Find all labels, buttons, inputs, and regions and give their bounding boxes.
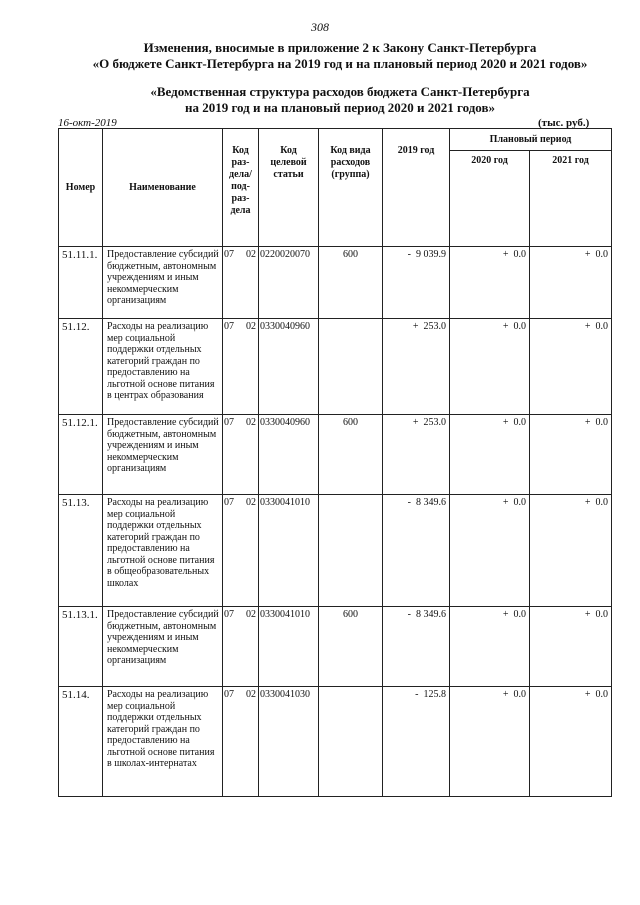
section-code: 07	[224, 497, 234, 508]
row-name: Предоставление субсидий бюджетным, автономным учреждениям и иным некоммерческим организациям	[103, 607, 223, 687]
row-number: 51.13.1.	[59, 607, 103, 687]
col-2021-header: 2021 год	[530, 151, 612, 247]
col-target-header: Код целевой статьи	[259, 129, 319, 247]
row-amount-2019: + 253.0	[383, 415, 450, 495]
structure-title-line-2: на 2019 год и на плановый период 2020 и 2021 годов»	[184, 100, 495, 115]
row-section-code	[223, 607, 259, 687]
header-line-1: Изменения, вносимые в приложение 2 к Закону Санкт-Петербурга	[143, 40, 537, 55]
row-amount-2021: + 0.0	[530, 247, 612, 319]
row-name: Расходы на реализацию мер социальной поддержки отдельных категорий граждан по предоставлению на льготной основе питания в школах-интернатах	[103, 687, 223, 797]
row-target-code: 0220020070	[259, 247, 319, 319]
structure-title-line-1: «Ведомственная структура расходов бюджета Санкт-Петербурга	[150, 84, 530, 99]
row-number: 51.11.1.	[59, 247, 103, 319]
col-name-header: Наименование	[103, 129, 223, 247]
row-expense-type	[319, 687, 383, 797]
row-expense-type	[319, 495, 383, 607]
row-name: Предоставление субсидий бюджетным, автономным учреждениям и иным некоммерческим организациям	[103, 415, 223, 495]
row-number: 51.12.	[59, 319, 103, 415]
row-amount-2021: + 0.0	[530, 607, 612, 687]
subsection-code: 02	[246, 689, 256, 700]
table-row	[59, 247, 612, 319]
col-2019-header: 2019 год	[383, 129, 450, 247]
row-amount-2020: + 0.0	[450, 687, 530, 797]
table-row	[59, 607, 612, 687]
row-section-code	[223, 495, 259, 607]
row-section-code	[223, 319, 259, 415]
table-row	[59, 687, 612, 797]
row-amount-2019: + 253.0	[383, 319, 450, 415]
row-expense-type	[319, 319, 383, 415]
row-name: Расходы на реализацию мер социальной поддержки отдельных категорий граждан по предоставлению на льготной основе питания в общеобразовательных школах	[103, 495, 223, 607]
row-expense-type: 600	[319, 247, 383, 319]
col-2020-header: 2020 год	[450, 151, 530, 247]
section-code: 07	[224, 689, 234, 700]
col-section-header: Код раз-дела/ под-раз-дела	[223, 129, 259, 247]
row-amount-2020: + 0.0	[450, 247, 530, 319]
row-target-code: 0330040960	[259, 415, 319, 495]
row-expense-type: 600	[319, 415, 383, 495]
document-header	[20, 40, 640, 72]
row-amount-2021: + 0.0	[530, 319, 612, 415]
section-code: 07	[224, 321, 234, 332]
row-amount-2019: - 8 349.6	[383, 495, 450, 607]
structure-title	[20, 84, 640, 116]
row-section-code	[223, 247, 259, 319]
subsection-code: 02	[246, 609, 256, 620]
table-row	[59, 415, 612, 495]
document-date: 16-окт-2019	[58, 117, 117, 129]
subsection-code: 02	[246, 249, 256, 260]
row-amount-2021: + 0.0	[530, 687, 612, 797]
row-amount-2019: - 125.8	[383, 687, 450, 797]
col-plan-period-header: Плановый период	[450, 129, 612, 151]
section-code: 07	[224, 249, 234, 260]
row-section-code	[223, 415, 259, 495]
row-section-code	[223, 687, 259, 797]
row-amount-2020: + 0.0	[450, 607, 530, 687]
row-amount-2020: + 0.0	[450, 319, 530, 415]
table-row	[59, 495, 612, 607]
budget-table	[58, 128, 612, 797]
row-target-code: 0330041030	[259, 687, 319, 797]
row-amount-2020: + 0.0	[450, 495, 530, 607]
row-number: 51.12.1.	[59, 415, 103, 495]
section-code: 07	[224, 609, 234, 620]
section-code: 07	[224, 417, 234, 428]
row-amount-2021: + 0.0	[530, 415, 612, 495]
row-name: Расходы на реализацию мер социальной поддержки отдельных категорий граждан по предоставлению на льготной основе питания в центрах образования	[103, 319, 223, 415]
subsection-code: 02	[246, 321, 256, 332]
row-expense-type: 600	[319, 607, 383, 687]
subsection-code: 02	[246, 497, 256, 508]
page-number: 308	[311, 20, 329, 34]
row-amount-2019: - 9 039.9	[383, 247, 450, 319]
units-label: (тыс. руб.)	[538, 117, 590, 129]
subsection-code: 02	[246, 417, 256, 428]
row-amount-2021: + 0.0	[530, 495, 612, 607]
row-name: Предоставление субсидий бюджетным, автономным учреждениям и иным некоммерческим организациям	[103, 247, 223, 319]
header-line-2: «О бюджете Санкт-Петербурга на 2019 год и на плановый период 2020 и 2021 годов»	[92, 56, 588, 71]
table-row	[59, 319, 612, 415]
row-target-code: 0330041010	[259, 607, 319, 687]
row-number: 51.13.	[59, 495, 103, 607]
row-amount-2020: + 0.0	[450, 415, 530, 495]
row-target-code: 0330040960	[259, 319, 319, 415]
row-amount-2019: - 8 349.6	[383, 607, 450, 687]
row-number: 51.14.	[59, 687, 103, 797]
col-number-header: Номер	[59, 129, 103, 247]
row-target-code: 0330041010	[259, 495, 319, 607]
col-expense-type-header: Код вида расходов (группа)	[319, 129, 383, 247]
